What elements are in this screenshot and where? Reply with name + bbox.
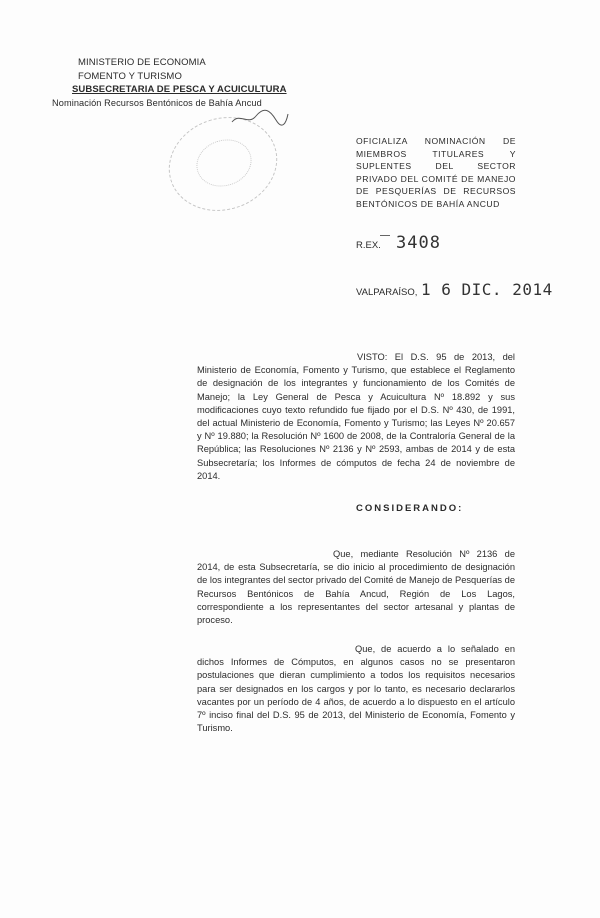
resolution-number-line bbox=[356, 233, 441, 253]
considerando-paragraph-1: Que, mediante Resolución Nº 2136 de 2014, de esta Subsecretaría, se dio inicio al procedimiento de designación de los integrantes del sector privado del Comité de Manejo de Pesquerías de Recursos Bentónicos de Bahía Ancud, Región de Los Lagos, correspondiente a los representantes del sector artesanal y plantas de proceso. bbox=[197, 549, 515, 626]
ministry-name-continued: FOMENTO Y TURISMO bbox=[78, 70, 182, 82]
resolution-number: 3408 bbox=[396, 233, 441, 253]
place-label: VALPARAÍSO, bbox=[356, 287, 418, 298]
resolution-label: R.EX. bbox=[356, 240, 381, 251]
mark-dash bbox=[380, 235, 390, 236]
letterhead bbox=[52, 56, 292, 110]
subsecretaria-name: SUBSECRETARIA DE PESCA Y ACUICULTURA bbox=[72, 84, 287, 95]
signature-mark-icon bbox=[230, 108, 290, 128]
considerando-paragraph-2: Que, de acuerdo a lo señalado en dichos Informes de Cómputos, en algunos casos no se presentaron postulaciones que dieran cumplimiento a todos los requisitos necesarios para ser designados en los cargos y por lo tanto, es necesario declararlos vacantes por un período de 4 años, de acuerdo a lo dispuesto en el artículo 7º inciso final del D.S. 95 de 2013, del Ministerio de Economía, Fomento y Turismo. bbox=[197, 644, 515, 734]
visto-paragraph: VISTO: El D.S. 95 de 2013, del Ministerio de Economía, Fomento y Turismo, que establece el Reglamento de designación de los integrantes y funcionamiento de los Comités de Manejo; la Ley General de Pesca y Acuicultura Nº 18.892 y sus modificaciones cuyo texto refundido fue fijado por el D.S. Nº 430, de 1991, del actual Ministerio de Economía, Fomento y Turismo; las Leyes Nº 20.657 y Nº 19.880; la Resolución Nº 1600 de 2008, de la Contraloría General de la República; las Resoluciones Nº 2136 y Nº 2593, ambas de 2014 y de esta Subsecretaría; los Informes de cómputos de fecha 24 de noviembre de 2014. bbox=[197, 352, 515, 481]
considerando-heading: CONSIDERANDO: bbox=[356, 503, 464, 514]
place-date-line bbox=[356, 280, 553, 299]
ministry-name: MINISTERIO DE ECONOMIA bbox=[78, 57, 206, 68]
document-reference: Nominación Recursos Bentónicos de Bahía Ancud bbox=[52, 97, 262, 108]
resolution-title: OFICIALIZA NOMINACIÓN DE MIEMBROS TITULARES Y SUPLENTES DEL SECTOR PRIVADO DEL COMITÉ DE MANEJO DE PESQUERÍAS DE RECURSOS BENTÓNICOS DE BAHÍA ANCUD bbox=[356, 136, 516, 209]
resolution-date: 1 6 DIC. 2014 bbox=[421, 280, 553, 299]
